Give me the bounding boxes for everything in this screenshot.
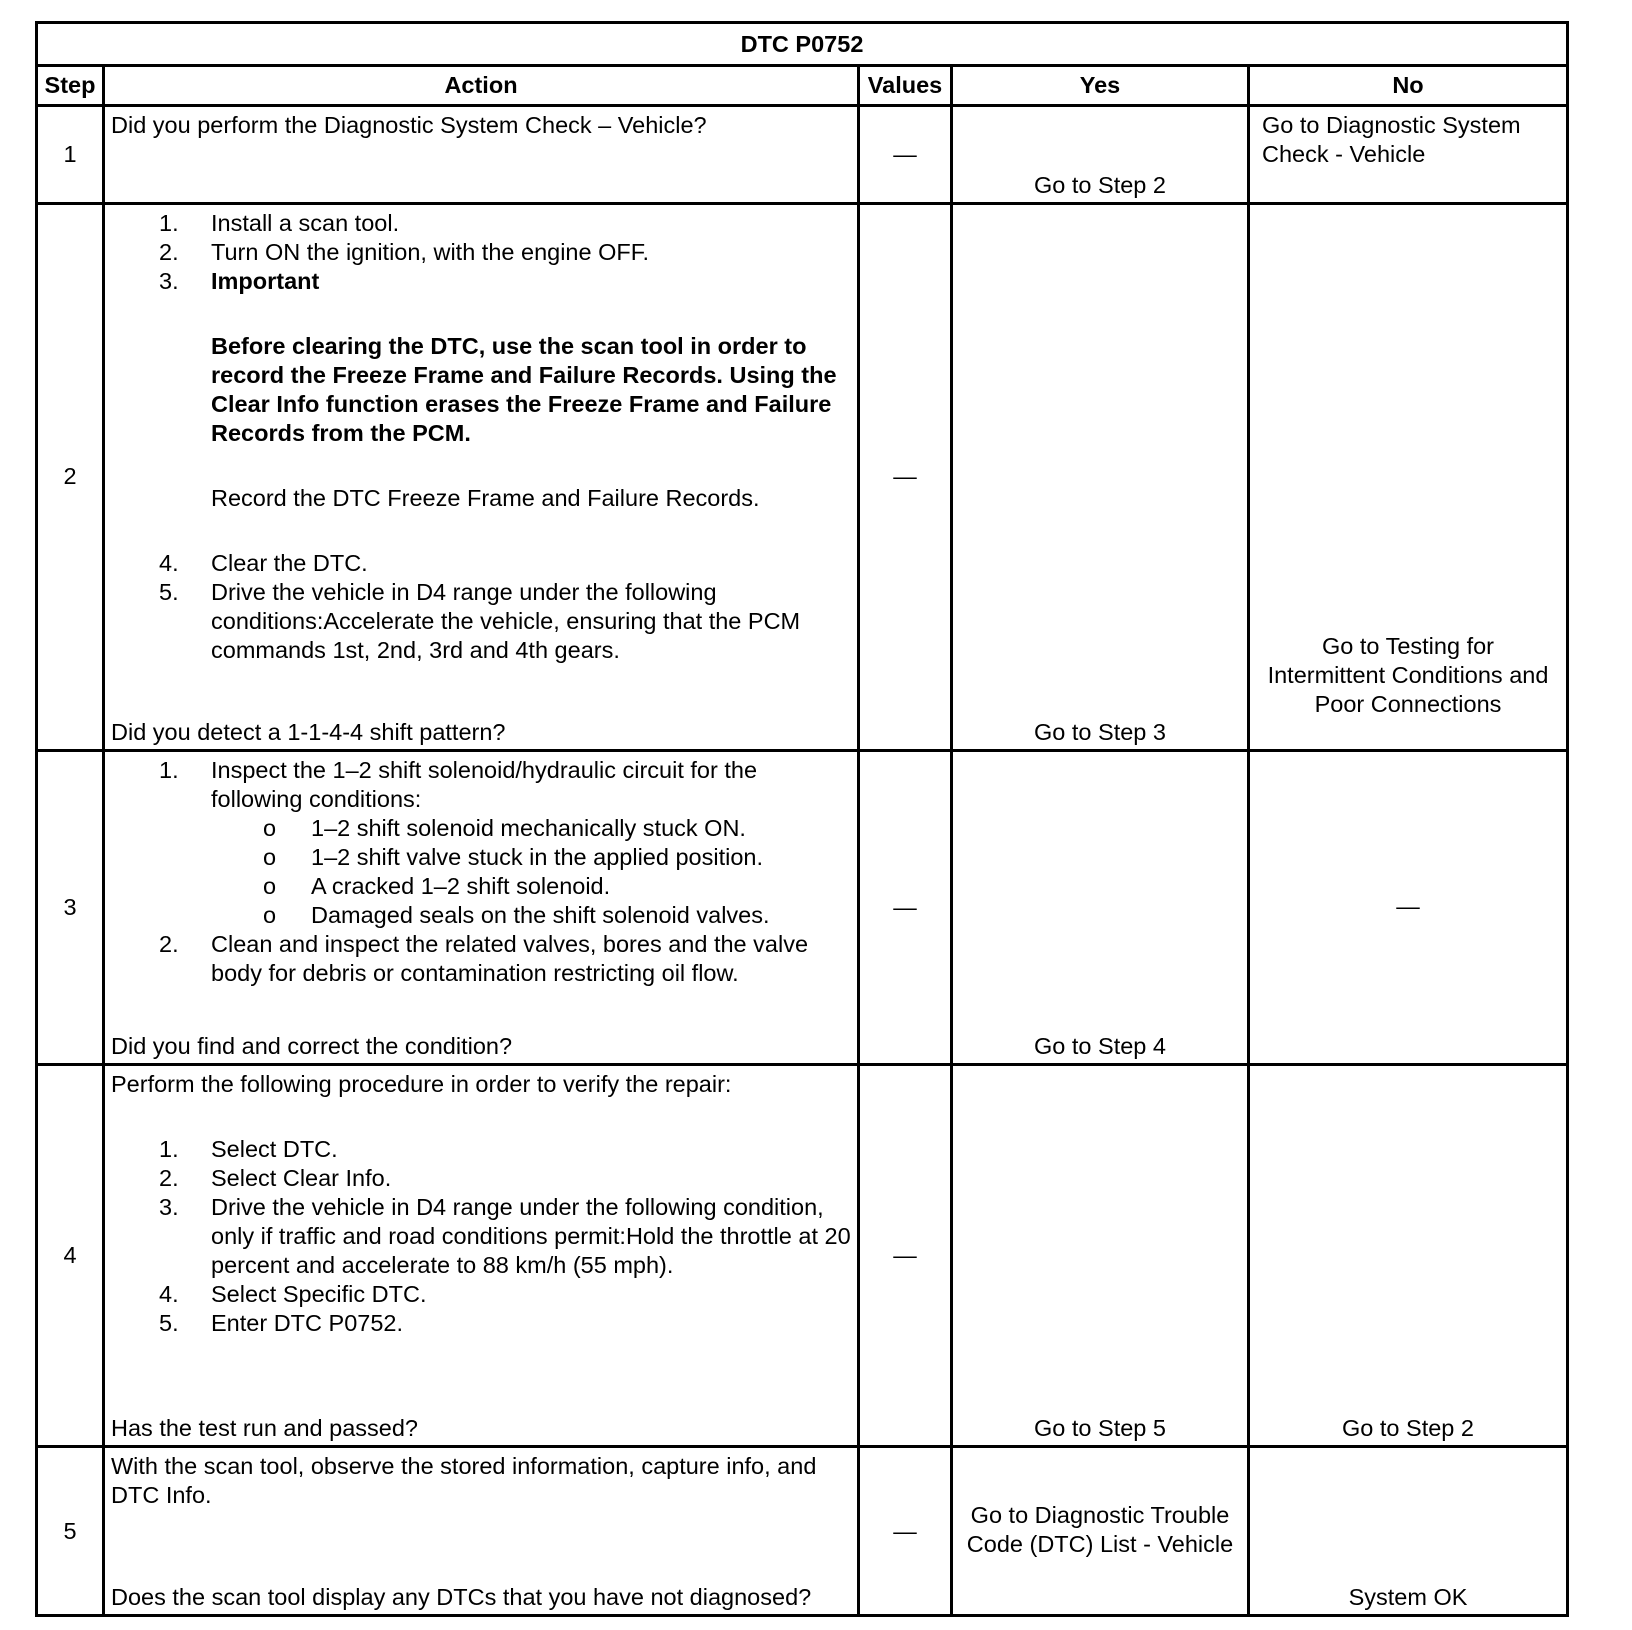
- yes-link[interactable]: Go to Step 5: [1034, 1415, 1166, 1442]
- table-row: [37, 203, 1568, 750]
- no-cell: [1249, 1447, 1568, 1616]
- action-question: Did you perform the Diagnostic System Check – Vehicle?: [111, 112, 707, 139]
- list-item: 2. Turn ON the ignition, with the engine OFF.: [159, 238, 650, 265]
- table-row: [37, 1447, 1568, 1616]
- header-values: Values: [859, 66, 952, 106]
- yes-cell: [952, 203, 1249, 750]
- action-question: Does the scan tool display any DTCs that you have not diagnosed?: [111, 1584, 812, 1610]
- yes-link[interactable]: Go to Step 4: [1034, 1033, 1166, 1060]
- yes-link[interactable]: Go to Step 3: [1034, 718, 1166, 745]
- no-link[interactable]: Go to Testing for Intermittent Conditions and Poor Connections: [1267, 632, 1549, 717]
- bullet-item: o 1–2 shift solenoid mechanically stuck ON.: [263, 814, 746, 841]
- value-cell: —: [859, 1447, 952, 1616]
- value-cell: —: [859, 1065, 952, 1447]
- action-cell: [104, 750, 859, 1065]
- no-cell: [1249, 203, 1568, 750]
- list-item: 1. Inspect the 1–2 shift solenoid/hydraulic circuit for the following conditions: o 1–2 shift solenoid mechanically stuck ON. o 1–2 shift valve stuck in the applied position. o A cracked 1–2 shift solenoid. o Damaged seals on the shift solenoid valves.: [111, 756, 851, 930]
- dtc-table: [35, 21, 1569, 1617]
- list-item: 2. Select Clear Info.: [159, 1165, 392, 1192]
- header-no: No: [1249, 66, 1568, 106]
- list-item: 3. Drive the vehicle in D4 range under the following condition, only if traffic and road conditions permit:Hold the throttle at 20 percent and accelerate to 88 km/h (55 mph).: [159, 1194, 851, 1279]
- action-question: Did you detect a 1-1-4-4 shift pattern?: [111, 718, 506, 745]
- yes-cell: [952, 1065, 1249, 1447]
- bullet-item: o A cracked 1–2 shift solenoid.: [263, 872, 611, 899]
- bullet-item: o Damaged seals on the shift solenoid valves.: [263, 901, 770, 928]
- table-title: DTC P0752: [37, 23, 1568, 66]
- list-item: 1. Install a scan tool.: [159, 209, 400, 236]
- list-item: 5. Drive the vehicle in D4 range under the following conditions:Accelerate the vehicle, ensuring that the PCM commands 1st, 2nd, 3rd and 4th gears.: [159, 578, 801, 663]
- header-step: Step: [37, 66, 104, 106]
- step-number: 5: [37, 1447, 104, 1616]
- action-intro: With the scan tool, observe the stored information, capture info, and DTC Info.: [111, 1453, 817, 1509]
- action-intro: Perform the following procedure in order to verify the repair:: [111, 1071, 732, 1098]
- step-number: 3: [37, 750, 104, 1065]
- list-item: 4. Clear the DTC.: [159, 549, 368, 576]
- list-item: 4. Select Specific DTC.: [159, 1281, 427, 1308]
- table-row: [37, 106, 1568, 203]
- action-cell: [104, 203, 859, 750]
- no-cell: [1249, 750, 1568, 1065]
- table-row: [37, 1065, 1568, 1447]
- header-action: Action: [104, 66, 859, 106]
- no-link[interactable]: Go to Step 2: [1342, 1415, 1474, 1442]
- bullet-item: o 1–2 shift valve stuck in the applied position.: [263, 843, 763, 870]
- list-item: 2. Clean and inspect the related valves, bores and the valve body for debris or contamination restricting oil flow.: [159, 930, 809, 986]
- action-cell: [104, 106, 859, 203]
- list-item: 3. Important Before clearing the DTC, use the scan tool in order to record the Freeze Frame and Failure Records. Using the Clear Info function erases the Freeze Frame and Failure Records from the PCM. Record the DTC Freeze Frame and Failure Records.: [111, 267, 851, 549]
- no-link[interactable]: Go to Diagnostic System Check - Vehicle: [1262, 112, 1521, 168]
- no-cell: [1249, 106, 1568, 203]
- action-question: Has the test run and passed?: [111, 1415, 419, 1442]
- no-value: —: [1396, 892, 1420, 919]
- header-yes: Yes: [952, 66, 1249, 106]
- action-question: Did you find and correct the condition?: [111, 1033, 513, 1060]
- value-cell: —: [859, 106, 952, 203]
- yes-link[interactable]: Go to Step 2: [1034, 171, 1166, 198]
- table-row: [37, 750, 1568, 1065]
- yes-cell: [952, 106, 1249, 203]
- yes-link[interactable]: Go to Diagnostic Trouble Code (DTC) List - Vehicle: [966, 1502, 1234, 1558]
- list-item: 1. Select DTC.: [159, 1136, 338, 1163]
- important-note: Before clearing the DTC, use the scan tool in order to record the Freeze Frame and Failure Records. Using the Clear Info function erases the Freeze Frame and Failure Records from the PCM.: [211, 332, 837, 446]
- step-number: 2: [37, 203, 104, 750]
- value-cell: —: [859, 750, 952, 1065]
- record-text: Record the DTC Freeze Frame and Failure Records.: [211, 484, 760, 511]
- value-cell: —: [859, 203, 952, 750]
- step-number: 1: [37, 106, 104, 203]
- no-cell: [1249, 1065, 1568, 1447]
- yes-cell: [952, 750, 1249, 1065]
- action-cell: [104, 1447, 859, 1616]
- step-number: 4: [37, 1065, 104, 1447]
- no-value: System OK: [1348, 1584, 1468, 1610]
- action-cell: [104, 1065, 859, 1447]
- yes-cell: [952, 1447, 1249, 1616]
- list-item: 5. Enter DTC P0752.: [159, 1310, 404, 1337]
